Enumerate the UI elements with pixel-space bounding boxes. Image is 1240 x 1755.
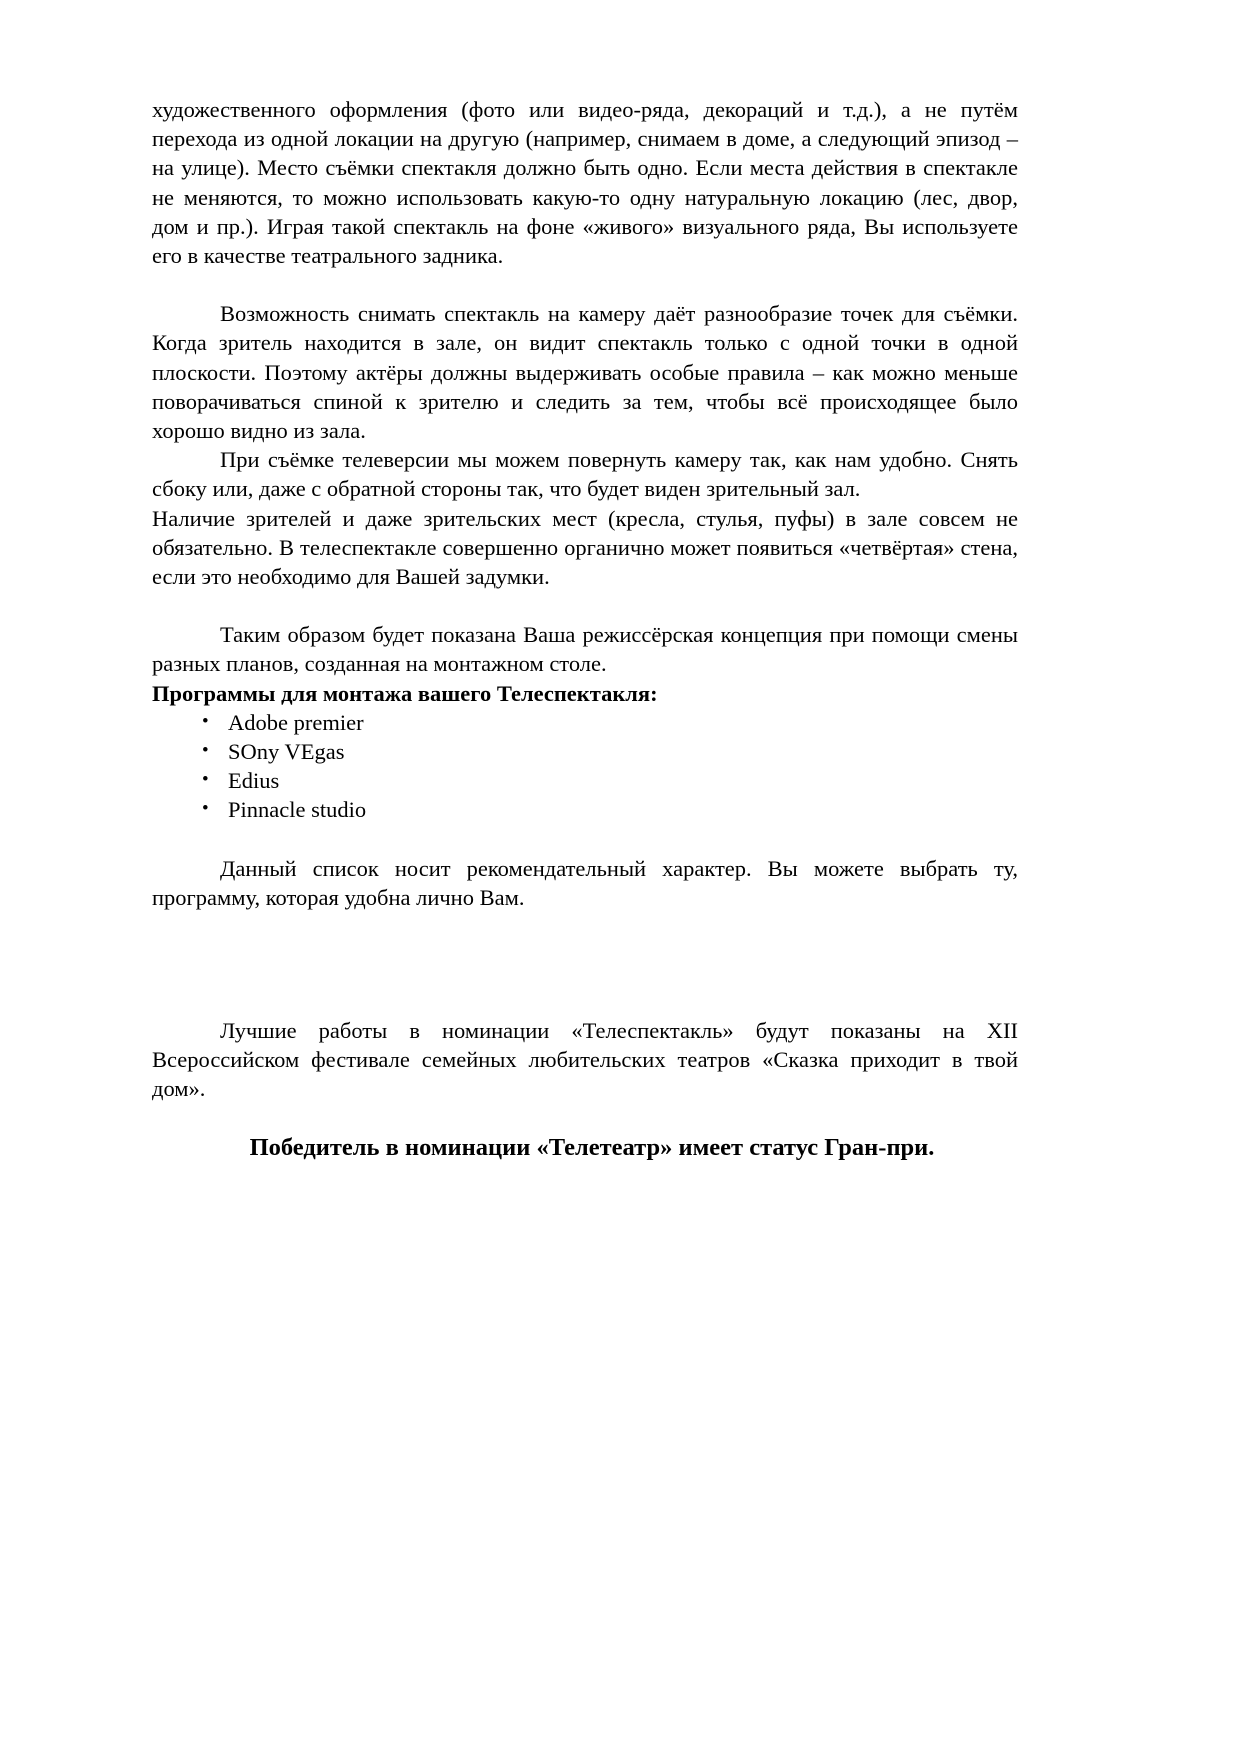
paragraph-best-works: Лучшие работы в номинации «Телеспектакль» будут показаны на XII Всероссийском фестивале семейных любительских театров «Сказка приходит в твой дом». (152, 1018, 1018, 1102)
list-item-label: Edius (228, 768, 280, 794)
paragraph-spacer (152, 270, 1018, 299)
document-body (152, 95, 1018, 1163)
bullet-icon: • (202, 769, 209, 791)
list-item-label: SOny VEgas (228, 739, 345, 765)
list-item (152, 795, 1018, 824)
paragraph-camera-points: Возможность снимать спектакль на камеру даёт разнообразие точек для съёмки. Когда зритель находится в зале, он видит спектакль только с одной точки в одной плоскости. Поэтому актёры должны выдерживать особые правила – как можно меньше поворачиваться спиной к зрителю и следить за тем, чтобы всё происходящее было хорошо видно из зала. (152, 301, 1018, 444)
programs-heading: Программы для монтажа вашего Телеспектакля: (152, 680, 658, 706)
bullet-icon: • (202, 798, 209, 820)
list-item-label: Pinnacle studio (228, 797, 367, 823)
paragraph-fourth-wall: Наличие зрителей и даже зрительских мест (кресла, стулья, пуфы) в зале совсем не обязательно. В телеспектакле совершенно органично может появиться «четвёртая» стена, если это необходимо для Вашей задумки. (152, 505, 1018, 590)
paragraph-recommendation: Данный список носит рекомендательный характер. Вы можете выбрать ту, программу, которая удобна лично Вам. (152, 855, 1018, 910)
paragraph-spacer (152, 1104, 1018, 1133)
paragraph-televersion-camera: При съёмке телеверсии мы можем повернуть камеру так, как нам удобно. Снять сбоку или, даже с обратной стороны так, что будет виден зрительный зал. (152, 447, 1018, 502)
programs-list (152, 708, 1018, 825)
paragraph-spacer (152, 825, 1018, 854)
paragraph-spacer (152, 591, 1018, 620)
list-item (152, 737, 1018, 766)
list-item (152, 708, 1018, 737)
bullet-icon: • (202, 740, 209, 762)
paragraph-director-concept: Таким образом будет показана Ваша режиссёрская концепция при помощи смены разных планов, созданная на монтажном столе. (152, 622, 1018, 677)
final-statement: Победитель в номинации «Телетеатр» имеет статус Гран-при. (249, 1133, 935, 1161)
bullet-icon: • (202, 710, 209, 732)
paragraph-continued-artistic-design: художественного оформления (фото или видео-ряда, декораций и т.д.), а не путём перехода из одной локации на другую (например, снимаем в доме, а следующий эпизод – на улице). Место съёмки спектакля должно быть одно. Если места действия в спектакле не меняются, то можно использовать какую-то одну натуральную локацию (лес, двор, дом и пр.). Играя такой спектакль на фоне «живого» визуального ряда, Вы используете его в качестве театрального задника. (152, 97, 1018, 269)
paragraph-spacer (152, 912, 1018, 1016)
list-item (152, 766, 1018, 795)
list-item-label: Adobe premier (228, 709, 364, 735)
